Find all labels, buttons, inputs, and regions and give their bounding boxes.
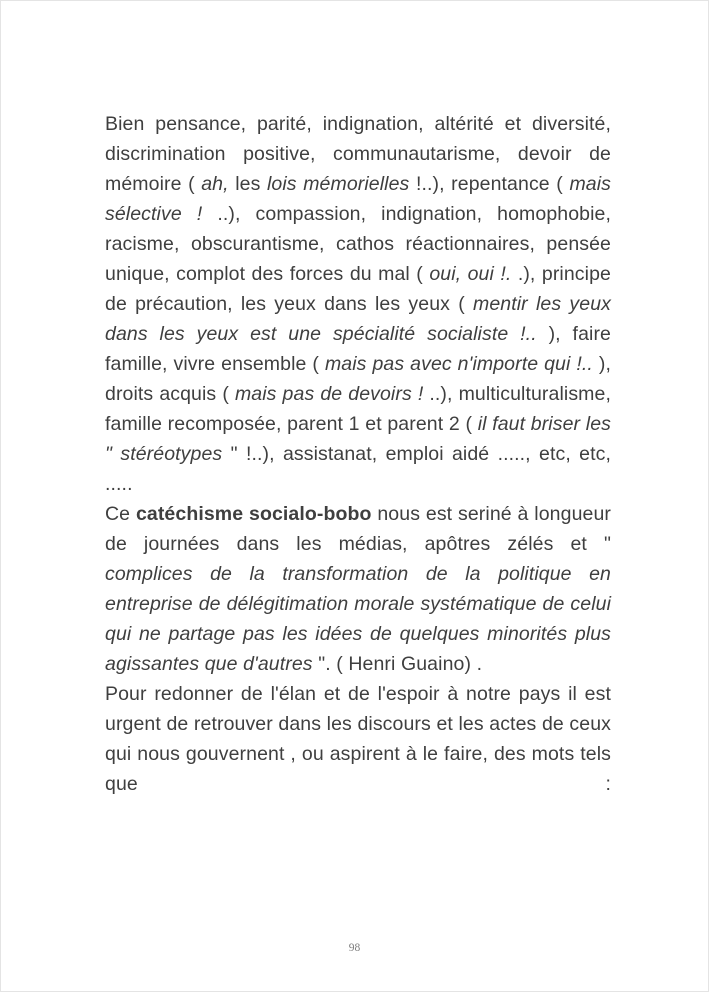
- text-segment-italic: lois mémorielles: [266, 173, 410, 195]
- paragraph: [105, 499, 611, 679]
- text-segment-normal: nous est seriné à longueur de journées dans les médias, apôtres zélés et ": [105, 503, 611, 555]
- text-segment-normal: ), droits acquis (: [105, 353, 611, 405]
- page-number: 98: [348, 942, 361, 954]
- text-segment-normal: Bien pensance, parité, indignation, altérité et diversité, discrimination positive, communautarisme, devoir de mémoire (: [105, 113, 611, 195]
- text-segment-normal: !..), repentance (: [409, 173, 570, 195]
- text-segment-normal: " !..), assistanat, emploi aidé ....., etc, etc, .....: [105, 443, 611, 495]
- text-segment-italic: oui, oui !.: [429, 263, 512, 285]
- text-segment-italic: ah,: [201, 173, 229, 195]
- paragraph: [105, 109, 611, 499]
- text-segment-italic: mais pas de devoirs !: [234, 383, 424, 405]
- paragraph: [105, 679, 611, 799]
- text-segment-bold: catéchisme socialo-bobo: [135, 503, 372, 525]
- text-segment-normal: .), principe de précaution, les yeux dans les yeux (: [105, 263, 611, 315]
- text-segment-normal: ..), multiculturalisme, famille recomposée, parent 1 et parent 2 (: [105, 383, 611, 435]
- text-segment-normal: ), faire famille, vivre ensemble (: [105, 323, 611, 375]
- text-segment-normal: ". ( Henri Guaino) .: [312, 653, 483, 675]
- text-segment-italic: mais pas avec n'importe qui !..: [324, 353, 593, 375]
- text-segment-italic: complices de la transformation de la politique en entreprise de délégitimation morale systématique de celui qui ne partage pas les idées de quelques minorités plus agissantes que d'autres: [105, 563, 611, 675]
- text-segment-normal: Pour redonner de l'élan et de l'espoir à notre pays il est urgent de retrouver dans les discours et les actes de ceux qui nous gouvernent , ou aspirent à le faire, des mots tels que :: [105, 683, 611, 795]
- text-segment-normal: ..), compassion, indignation, homophobie, racisme, obscurantisme, cathos réactionnaires, pensée unique, complot des forces du mal (: [105, 203, 611, 285]
- text-segment-italic: mais sélective !: [105, 173, 612, 225]
- text-segment-normal: Ce: [105, 503, 136, 525]
- text-segment-italic: il faut briser les " stéréotypes: [105, 413, 611, 465]
- text-segment-normal: les: [228, 173, 267, 195]
- text-segment-italic: mentir les yeux dans les yeux est une spécialité socialiste !..: [105, 293, 611, 345]
- document-body: [105, 109, 611, 799]
